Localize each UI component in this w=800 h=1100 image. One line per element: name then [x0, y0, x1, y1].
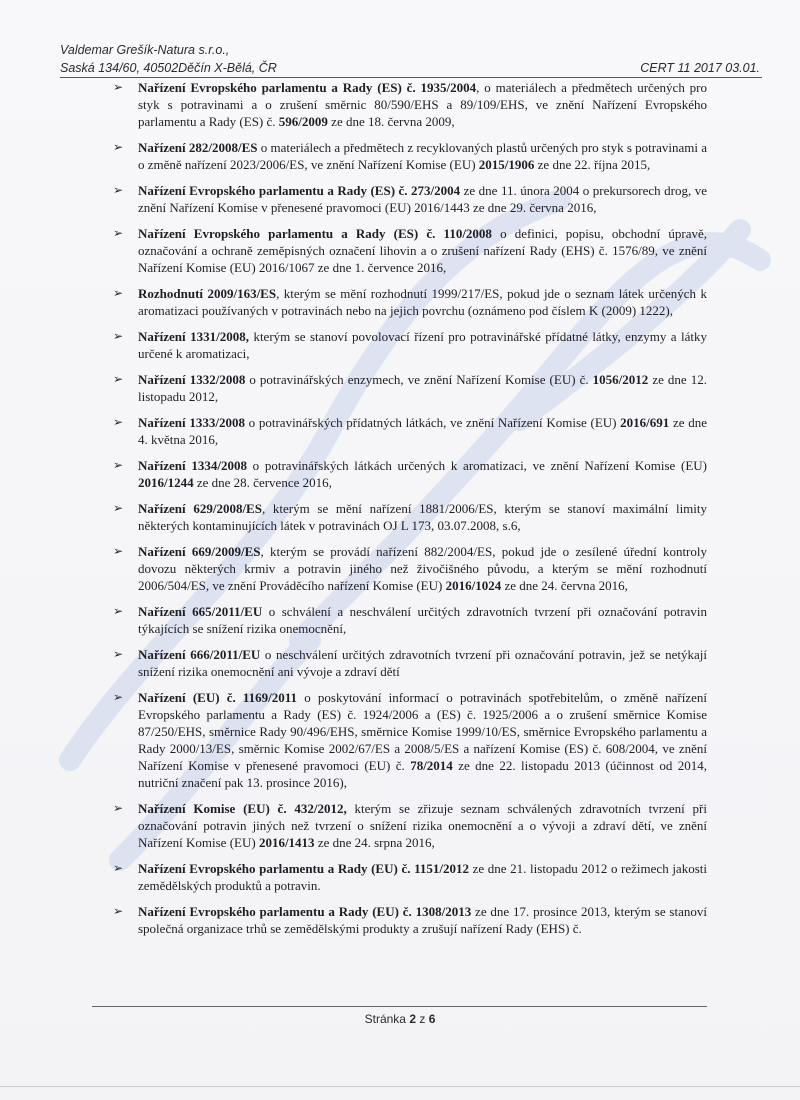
regulation-reference: 596/2009: [278, 114, 328, 129]
list-item: [113, 800, 707, 851]
regulation-text: o schválení a neschválení určitých zdravotních tvrzení při označování potravin týkajících se snížení rizika onemocnění,: [138, 604, 708, 636]
regulation-reference: Nařízení 1333/2008: [138, 415, 245, 430]
arrowhead-bullet-icon: ➢: [113, 647, 124, 661]
regulation-text: ze dne 4. května 2016,: [138, 415, 708, 447]
list-item: [113, 371, 707, 405]
list-item: [113, 543, 707, 594]
regulation-list: [113, 79, 707, 946]
arrowhead-bullet-icon: ➢: [113, 329, 124, 343]
regulation-reference: 78/2014: [410, 758, 453, 773]
regulation-reference: Nařízení 282/2008/ES: [138, 140, 258, 155]
company-name: Valdemar Grešík-Natura s.r.o.,: [60, 43, 230, 57]
regulation-text: ze dne 11. února 2004 o prekursorech drog, ve znění Nařízení Komise v přenesené pravomoci (EU) 2016/1443 ze dne 29. června 2016,: [138, 183, 707, 215]
arrowhead-bullet-icon: ➢: [113, 501, 124, 515]
regulation-text: kterým se stanoví povolovací řízení pro potravinářské přídatné látky, enzymy a látky určené k aromatizaci,: [138, 329, 707, 361]
regulation-reference: Nařízení Evropského parlamentu a Rady (ES) č. 273/2004: [138, 183, 461, 198]
regulation-text: o potravinářských přídatných látkách, ve znění Nařízení Komise (EU): [244, 415, 621, 430]
list-item: [113, 500, 707, 534]
arrowhead-bullet-icon: ➢: [113, 286, 124, 300]
list-item: [113, 285, 707, 319]
arrowhead-bullet-icon: ➢: [113, 544, 124, 558]
list-item: [113, 689, 707, 791]
list-item: [113, 225, 707, 276]
regulation-reference: Nařízení 1334/2008: [138, 458, 247, 473]
list-item: [113, 414, 707, 448]
list-item: [113, 860, 707, 894]
of-label: z: [419, 1012, 426, 1026]
regulation-reference: Nařízení Evropského parlamentu a Rady (ES) č. 1935/2004: [138, 80, 477, 95]
arrowhead-bullet-icon: ➢: [113, 226, 124, 240]
regulation-text: o poskytování informací o potravinách spotřebitelům, o změně nařízení Evropského parlamentu a Rady (ES) č. 1924/2006 a (ES) č. 1925/2006 a o zrušení směrnice Komise 87/250/EHS, směrnice Rady 90/496/EHS, směrnice Komise 1999/10/ES, směrnice Evropského parlamentu a Rady 2000/13/ES, směrnic Komise 2002/67/ES a 2008/5/ES a nařízení Komise (ES) č. 608/2004, ve znění Nařízení Komise v přenesené pravomoci (EU) č.: [138, 690, 707, 773]
regulation-reference: 1056/2012: [592, 372, 649, 387]
list-item: [113, 79, 707, 130]
regulation-reference: 2015/1906: [478, 157, 535, 172]
regulation-reference: Nařízení 669/2009/ES: [138, 544, 261, 559]
regulation-reference: 2016/691: [620, 415, 670, 430]
regulation-text: ze dne 28. července 2016,: [193, 475, 332, 490]
regulation-reference: Nařízení (EU) č. 1169/2011: [138, 690, 298, 705]
regulation-text: o potravinářských látkách určených k aromatizaci, ve znění Nařízení Komise (EU): [246, 458, 708, 473]
regulation-reference: Nařízení 666/2011/EU: [138, 647, 261, 662]
regulation-reference: Nařízení 629/2008/ES: [138, 501, 262, 516]
regulation-text: ze dne 22. listopadu 2013 (účinnost od 2014, nutriční značení pak 13. prosince 2016),: [138, 758, 708, 790]
regulation-text: ze dne 24. června 2016,: [501, 578, 628, 593]
arrowhead-bullet-icon: ➢: [113, 372, 124, 386]
regulation-text: ze dne 24. srpna 2016,: [314, 835, 435, 850]
regulation-reference: Rozhodnutí 2009/163/ES: [138, 286, 277, 301]
arrowhead-bullet-icon: ➢: [113, 183, 124, 197]
regulation-text: , o materiálech a předmětech určených pro styk s potravinami a o zrušení směrnic 80/590/EHS a 89/109/EHS, ve znění Nařízení Evropského parlamentu a Rady (ES) č.: [138, 80, 708, 129]
regulation-text: o materiálech a předmětech z recyklovaných plastů určených pro styk s potravinami a o změně nařízení 2023/2006/ES, ve znění Nařízení Komise (EU): [138, 140, 707, 172]
regulation-text: o definici, popisu, obchodní úpravě, označování a ochraně zeměpisných označení lihovin a o zrušení nařízení Rady (EHS) č. 1576/89, ve znění Nařízení Komise (EU) 2016/1067 ze dne 1. července 2016,: [138, 226, 707, 275]
company-address: Saská 134/60, 40502Děčín X-Bělá, ČR: [60, 61, 277, 75]
arrowhead-bullet-icon: ➢: [113, 458, 124, 472]
list-item: [113, 603, 707, 637]
arrowhead-bullet-icon: ➢: [113, 904, 124, 918]
regulation-text: , kterým se provádí nařízení 882/2004/ES, pokud jde o zesílené úřední kontroly dovozu některých krmiv a potravin jiného než živočišného původu, a kterým se mění rozhodnutí 2006/504/ES, ve znění Prováděcího nařízení Komise (EU): [138, 544, 707, 593]
page-edge: [0, 1086, 800, 1087]
footer-divider: [92, 1006, 707, 1007]
list-item: [113, 328, 707, 362]
arrowhead-bullet-icon: ➢: [113, 861, 124, 875]
regulation-text: kterým se zřizuje seznam schválených zdravotních tvrzení při označování potravin jiných než tvrzení o snížení rizika onemocnění a o vývoji a zdraví dětí, ve znění Nařízení Komise (EU): [138, 801, 707, 850]
list-item: [113, 182, 707, 216]
regulation-text: ze dne 22. října 2015,: [534, 157, 651, 172]
certificate-id: CERT 11 2017 03.01.: [640, 61, 760, 75]
page-label: Stránka: [364, 1012, 406, 1026]
regulation-reference: Nařízení Evropského parlamentu a Rady (EU) č. 1151/2012: [138, 861, 469, 876]
regulation-reference: Nařízení Evropského parlamentu a Rady (EU) č. 1308/2013: [138, 904, 472, 919]
regulation-reference: Nařízení Komise (EU) č. 432/2012,: [138, 801, 347, 816]
arrowhead-bullet-icon: ➢: [113, 415, 124, 429]
arrowhead-bullet-icon: ➢: [113, 80, 124, 94]
regulation-text: ze dne 12. listopadu 2012,: [138, 372, 707, 404]
arrowhead-bullet-icon: ➢: [113, 801, 124, 815]
arrowhead-bullet-icon: ➢: [113, 690, 124, 704]
list-item: [113, 457, 707, 491]
list-item: [113, 139, 707, 173]
arrowhead-bullet-icon: ➢: [113, 140, 124, 154]
total-pages: 6: [428, 1012, 436, 1026]
regulation-text: ze dne 21. listopadu 2012 o režimech jakosti zemědělských produktů a potravin.: [138, 861, 707, 893]
regulation-text: o potravinářských enzymech, ve znění Nařízení Komise (EU) č.: [245, 372, 593, 387]
regulation-text: ze dne 18. června 2009,: [327, 114, 455, 129]
regulation-text: , kterým se mění rozhodnutí 1999/217/ES, pokud jde o seznam látek určených k aromatizaci používaných v potravinách nebo na jejich povrchu (oznámeno pod číslem K (2009) 1222),: [138, 286, 707, 318]
current-page: 2: [409, 1012, 416, 1026]
arrowhead-bullet-icon: ➢: [113, 604, 124, 618]
regulation-text: , kterým se mění nařízení 1881/2006/ES, kterým se stanoví maximální limity některých kontaminujících látek v potravinách OJ L 173, 03.07.2008, s.6,: [138, 501, 708, 533]
regulation-text: ze dne 17. prosince 2013, kterým se stanoví společná organizace trhů se zemědělskými produkty a zrušují nařízení Rady (EHS) č.: [138, 904, 707, 936]
regulation-text: o neschválení určitých zdravotních tvrzení při označování potravin, jež se netýkají snížení rizika onemocnění ani vývoje a zdraví dětí: [138, 647, 707, 679]
list-item: [113, 903, 707, 937]
regulation-reference: 2016/1244: [138, 475, 194, 490]
regulation-reference: 2016/1413: [258, 835, 315, 850]
regulation-reference: Nařízení 1332/2008: [138, 372, 246, 387]
page-header: [60, 41, 760, 77]
header-divider: [60, 77, 762, 78]
regulation-reference: Nařízení Evropského parlamentu a Rady (ES) č. 110/2008: [138, 226, 492, 241]
list-item: [113, 646, 707, 680]
regulation-reference: Nařízení 665/2011/EU: [138, 604, 263, 619]
page-footer: [0, 1012, 800, 1026]
regulation-reference: Nařízení 1331/2008,: [138, 329, 249, 344]
regulation-reference: 2016/1024: [445, 578, 502, 593]
